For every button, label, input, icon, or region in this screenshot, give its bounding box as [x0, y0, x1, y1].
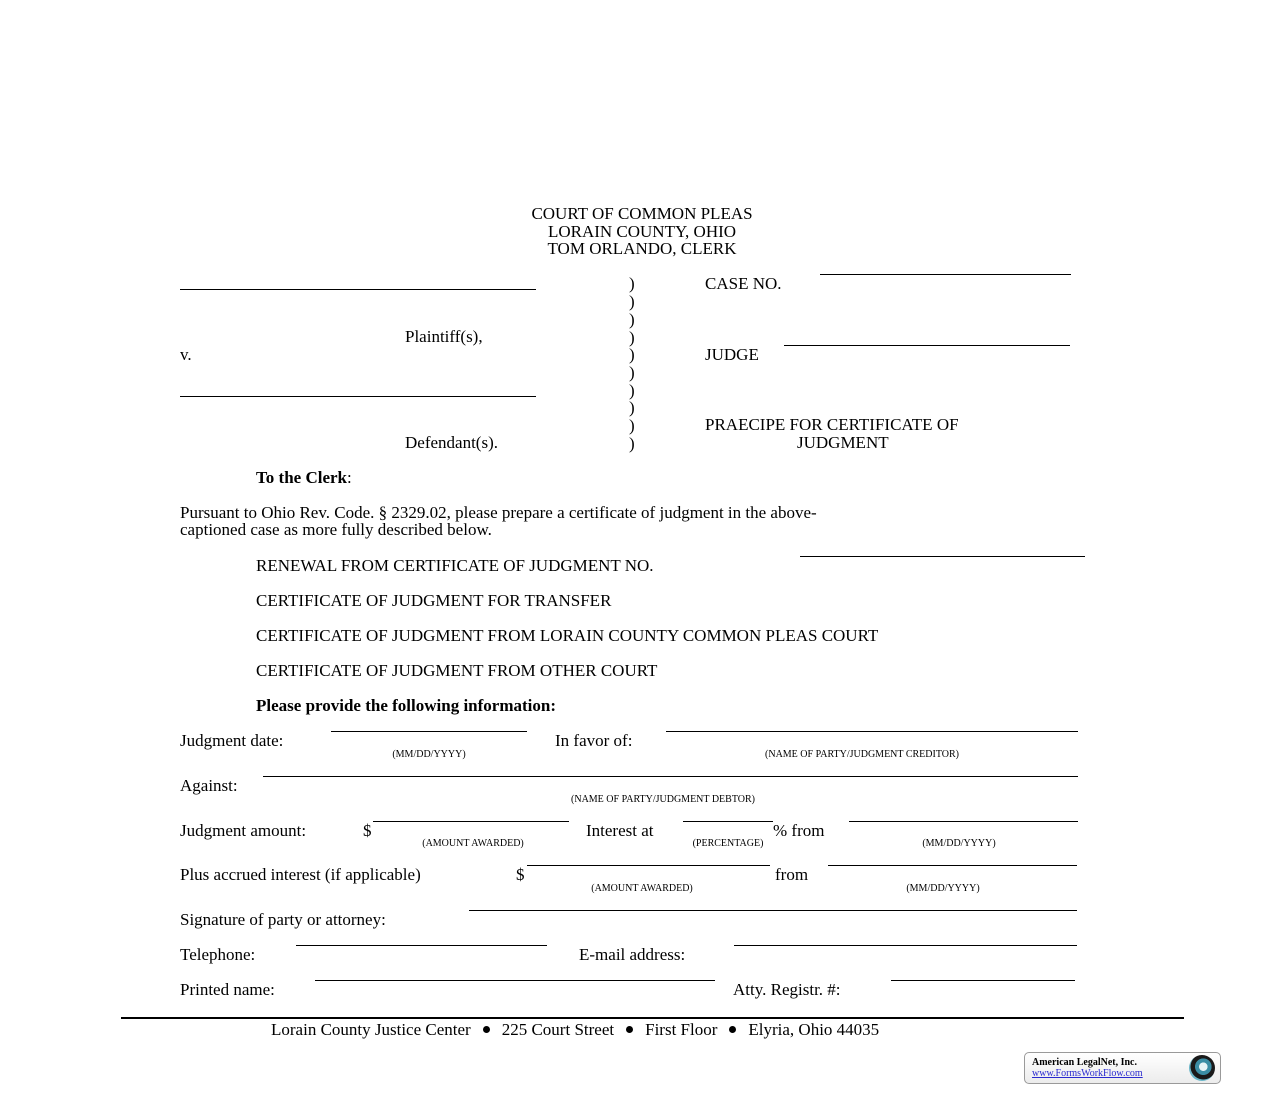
caption-bracket: ): [629, 345, 635, 364]
accrued-from-label: from: [775, 865, 809, 884]
caption-bracket: ): [629, 381, 635, 400]
accrued-interest-label: Plus accrued interest (if applicable): [180, 865, 421, 884]
footer-floor: First Floor: [645, 1020, 718, 1039]
against-field[interactable]: [263, 776, 1078, 777]
judgment-amount-field[interactable]: [373, 821, 569, 822]
accrued-amount-hint: (AMOUNT AWARDED): [591, 883, 693, 894]
footer-place: Lorain County Justice Center: [271, 1020, 471, 1039]
court-name: COURT OF COMMON PLEAS: [531, 204, 753, 223]
dollar-sign: $: [363, 821, 372, 840]
intro-line-2: captioned case as more fully described below.: [180, 520, 492, 539]
salutation-colon: :: [347, 468, 352, 487]
bullet-icon: [729, 1026, 736, 1033]
accrued-from-date-hint: (MM/DD/YYYY): [906, 883, 980, 894]
form-title-line1: PRAECIPE FOR CERTIFICATE OF: [705, 415, 959, 434]
signature-field[interactable]: [469, 910, 1077, 911]
judgment-amount-label: Judgment amount:: [180, 821, 307, 840]
caption-bracket: ): [629, 310, 635, 329]
footer-city: Elyria, Ohio 44035: [748, 1020, 880, 1039]
in-favor-hint: (NAME OF PARTY/JUDGMENT CREDITOR): [765, 749, 959, 760]
renewal-certificate-no-field[interactable]: [800, 556, 1085, 557]
interest-percent-hint: (PERCENTAGE): [692, 838, 764, 849]
caption-bracket: ): [629, 292, 635, 311]
interest-from-date-field[interactable]: [849, 821, 1078, 822]
interest-label: Interest at: [586, 821, 654, 840]
defendant-name-field[interactable]: [180, 396, 536, 397]
judgment-date-label: Judgment date:: [180, 731, 284, 750]
footer-street: 225 Court Street: [501, 1020, 615, 1039]
defendant-label: Defendant(s).: [405, 433, 498, 452]
interest-from-date-hint: (MM/DD/YYYY): [922, 838, 996, 849]
in-favor-field[interactable]: [666, 731, 1078, 732]
judgment-amount-hint: (AMOUNT AWARDED): [422, 838, 524, 849]
caption-bracket: ): [629, 363, 635, 382]
case-no-label: CASE NO.: [705, 274, 782, 293]
bullet-icon: [626, 1026, 633, 1033]
clerk-name: TOM ORLANDO, CLERK: [547, 239, 737, 258]
judge-label: JUDGE: [705, 345, 759, 364]
caption-bracket: ): [629, 328, 635, 347]
telephone-field[interactable]: [296, 945, 547, 946]
versus-label: v.: [180, 345, 192, 364]
case-no-field[interactable]: [820, 274, 1071, 275]
against-hint: (NAME OF PARTY/JUDGMENT DEBTOR): [571, 794, 755, 805]
dollar-sign: $: [516, 865, 525, 884]
caption-bracket: ): [629, 434, 635, 453]
judge-field[interactable]: [784, 345, 1070, 346]
caption-bracket: ): [629, 398, 635, 417]
footer-divider: [121, 1017, 1184, 1019]
atty-registration-field[interactable]: [891, 980, 1075, 981]
against-label: Against:: [180, 776, 238, 795]
american-legalnet-badge: [1024, 1052, 1221, 1084]
globe-logo-icon: [1189, 1055, 1215, 1081]
form-title-line2: JUDGMENT: [797, 433, 889, 452]
caption-bracket: ): [629, 416, 635, 435]
judgment-date-field[interactable]: [331, 731, 527, 732]
email-label: E-mail address:: [579, 945, 686, 964]
badge-company: American LegalNet, Inc.: [1032, 1057, 1137, 1068]
judgment-date-hint: (MM/DD/YYYY): [392, 749, 466, 760]
interest-percent-field[interactable]: [683, 821, 773, 822]
plaintiff-label: Plaintiff(s),: [405, 327, 483, 346]
option-other-court: CERTIFICATE OF JUDGMENT FROM OTHER COURT: [256, 661, 658, 680]
provide-info-heading: Please provide the following information:: [256, 696, 556, 715]
in-favor-label: In favor of:: [555, 731, 633, 750]
printed-name-label: Printed name:: [180, 980, 275, 999]
caption-bracket: ): [629, 274, 635, 293]
percent-from-label: % from: [773, 821, 825, 840]
intro-line-1: Pursuant to Ohio Rev. Code. § 2329.02, please prepare a certificate of judgment in the above-: [180, 503, 817, 522]
printed-name-field[interactable]: [315, 980, 715, 981]
footer-address: [271, 1021, 879, 1039]
bullet-icon: [483, 1026, 490, 1033]
option-lorain-county: CERTIFICATE OF JUDGMENT FROM LORAIN COUNTY COMMON PLEAS COURT: [256, 626, 879, 645]
atty-registration-label: Atty. Registr. #:: [733, 980, 841, 999]
telephone-label: Telephone:: [180, 945, 256, 964]
badge-url-link[interactable]: www.FormsWorkFlow.com: [1032, 1068, 1143, 1079]
option-transfer: CERTIFICATE OF JUDGMENT FOR TRANSFER: [256, 591, 612, 610]
accrued-from-date-field[interactable]: [828, 865, 1077, 866]
signature-label: Signature of party or attorney:: [180, 910, 386, 929]
county-name: LORAIN COUNTY, OHIO: [547, 222, 737, 241]
accrued-amount-field[interactable]: [527, 865, 770, 866]
option-renewal: RENEWAL FROM CERTIFICATE OF JUDGMENT NO.: [256, 556, 654, 575]
email-field[interactable]: [734, 945, 1077, 946]
salutation: [256, 469, 352, 487]
salutation-text: To the Clerk: [256, 468, 347, 487]
plaintiff-name-field[interactable]: [180, 289, 536, 290]
